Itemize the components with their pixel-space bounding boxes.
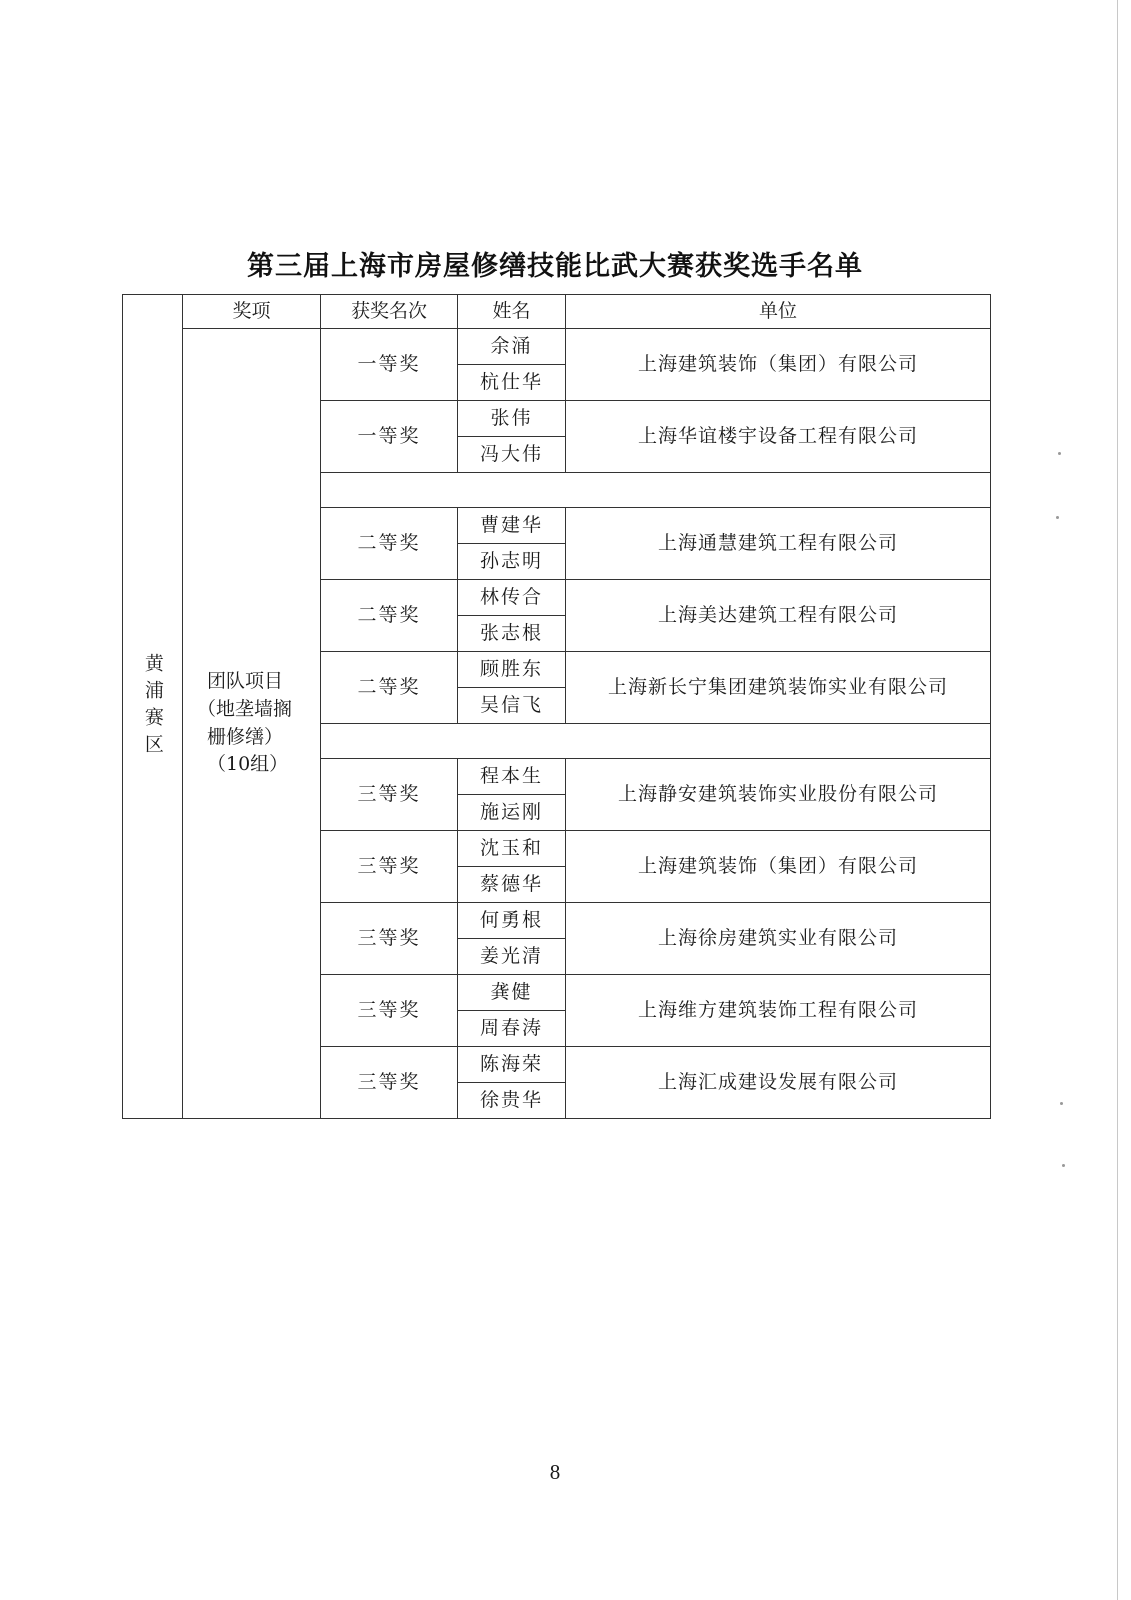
name-cell: 程本生 — [458, 759, 566, 795]
name-cell: 蔡德华 — [458, 867, 566, 903]
scan-speck — [1056, 516, 1059, 519]
header-unit: 单位 — [566, 295, 991, 329]
prize-cell: 二等奖 — [321, 508, 458, 580]
prize-cell: 三等奖 — [321, 759, 458, 831]
scan-speck — [1058, 452, 1061, 455]
separator-cell — [321, 724, 991, 759]
scan-speck — [1060, 1102, 1063, 1105]
name-cell: 施运刚 — [458, 795, 566, 831]
zone-label: 黄浦赛区 — [141, 652, 164, 761]
event-line-2: （地垄墙搁 — [197, 697, 293, 720]
document-title: 第三届上海市房屋修缮技能比武大赛获奖选手名单 — [247, 251, 863, 282]
unit-cell: 上海汇成建设发展有限公司 — [566, 1047, 991, 1119]
name-cell: 顾胜东 — [458, 652, 566, 688]
name-cell: 孙志明 — [458, 544, 566, 580]
name-cell: 周春涛 — [458, 1011, 566, 1047]
prize-cell: 一等奖 — [321, 329, 458, 401]
event-line-1: 团队项目 — [207, 670, 284, 693]
table-row — [123, 329, 991, 365]
unit-cell: 上海通慧建筑工程有限公司 — [566, 508, 991, 580]
name-cell: 张志根 — [458, 616, 566, 652]
event-line-3: 栅修缮） — [207, 725, 284, 748]
page-number: 8 — [549, 1460, 561, 1484]
unit-cell: 上海建筑装饰（集团）有限公司 — [566, 831, 991, 903]
prize-cell: 三等奖 — [321, 1047, 458, 1119]
name-cell: 林传合 — [458, 580, 566, 616]
name-cell: 余涌 — [458, 329, 566, 365]
unit-cell: 上海维方建筑装饰工程有限公司 — [566, 975, 991, 1047]
name-cell: 何勇根 — [458, 903, 566, 939]
name-cell: 曹建华 — [458, 508, 566, 544]
name-cell: 陈海荣 — [458, 1047, 566, 1083]
prize-cell: 三等奖 — [321, 975, 458, 1047]
event-line-4: （10组） — [207, 753, 289, 776]
separator-cell — [321, 473, 991, 508]
table-header-row — [123, 295, 991, 329]
unit-cell: 上海徐房建筑实业有限公司 — [566, 903, 991, 975]
awards-table — [122, 294, 991, 1119]
name-cell: 龚健 — [458, 975, 566, 1011]
scan-edge-line — [1117, 0, 1118, 1600]
unit-cell: 上海美达建筑工程有限公司 — [566, 580, 991, 652]
prize-cell: 一等奖 — [321, 401, 458, 473]
name-cell: 杭仕华 — [458, 365, 566, 401]
scan-speck — [1062, 1164, 1065, 1167]
name-cell: 吴信飞 — [458, 688, 566, 724]
header-name: 姓名 — [458, 295, 566, 329]
name-cell: 张伟 — [458, 401, 566, 437]
name-cell: 沈玉和 — [458, 831, 566, 867]
header-prize: 获奖名次 — [321, 295, 458, 329]
name-cell: 冯大伟 — [458, 437, 566, 473]
event-cell — [183, 329, 321, 1119]
header-event: 奖项 — [183, 295, 321, 329]
prize-cell: 三等奖 — [321, 903, 458, 975]
name-cell: 徐贵华 — [458, 1083, 566, 1119]
name-cell: 姜光清 — [458, 939, 566, 975]
unit-cell: 上海静安建筑装饰实业股份有限公司 — [566, 759, 991, 831]
unit-cell: 上海华谊楼宇设备工程有限公司 — [566, 401, 991, 473]
unit-cell: 上海新长宁集团建筑装饰实业有限公司 — [566, 652, 991, 724]
zone-cell — [123, 295, 183, 1119]
prize-cell: 二等奖 — [321, 580, 458, 652]
prize-cell: 二等奖 — [321, 652, 458, 724]
unit-cell: 上海建筑装饰（集团）有限公司 — [566, 329, 991, 401]
prize-cell: 三等奖 — [321, 831, 458, 903]
